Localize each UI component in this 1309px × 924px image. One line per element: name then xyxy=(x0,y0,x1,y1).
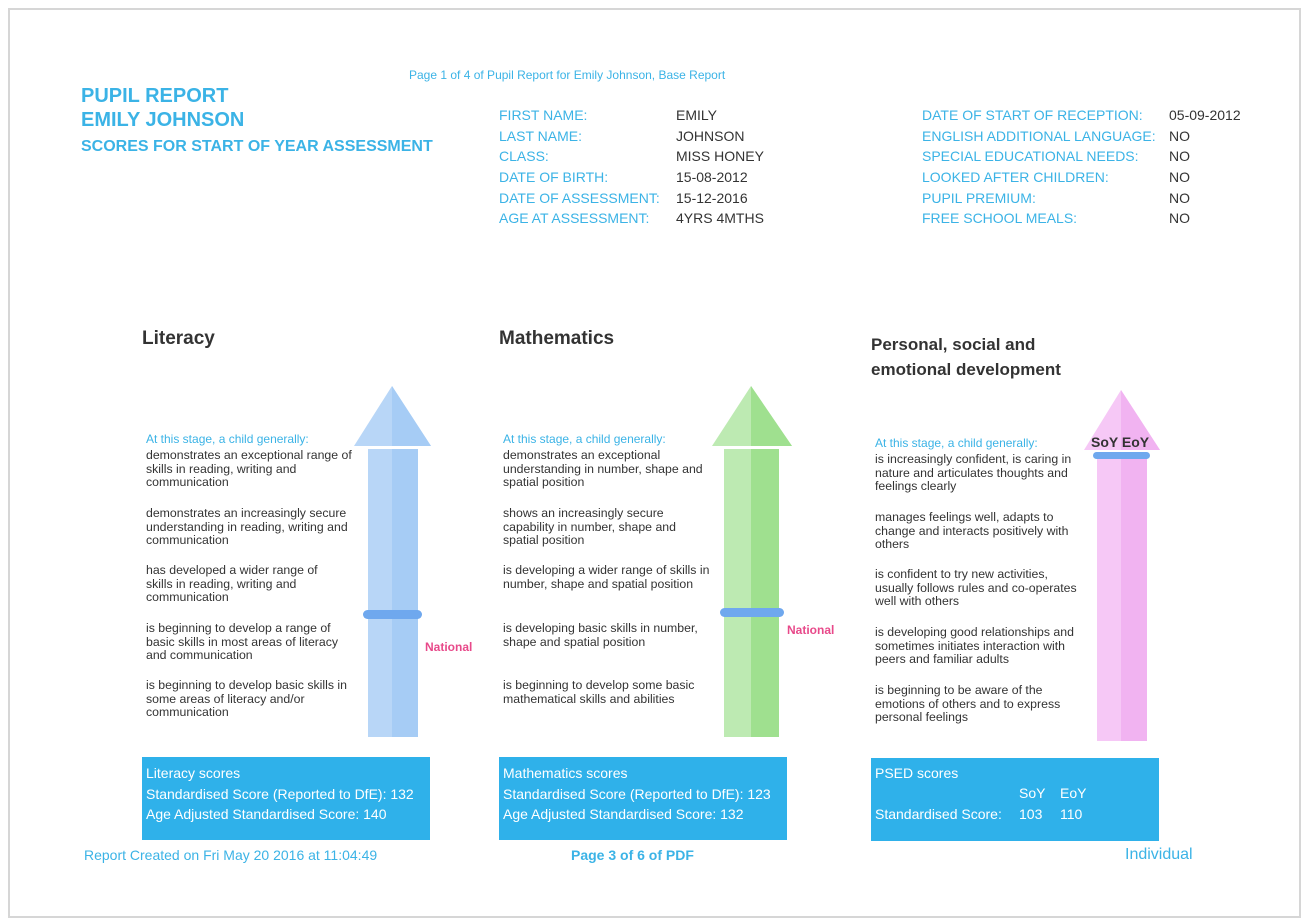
mathematics-intro: At this stage, a child generally: xyxy=(503,432,666,446)
score-marker xyxy=(1093,452,1150,459)
literacy-stage: has developed a wider range of skills in reading, writing and communication xyxy=(146,563,318,604)
psed-stage: is developing good relationships and sometimes initiates interaction with peers and familiar adults xyxy=(875,625,1074,666)
psed-stage: is beginning to be aware of the emotions of others and to express personal feelings xyxy=(875,683,1061,724)
mathematics-title: Mathematics xyxy=(499,328,615,349)
psed-soy-value: 103 xyxy=(1019,806,1043,822)
psed-soy-eoy-label: SoY EoY xyxy=(1091,434,1150,450)
context-value: 05-09-2012 xyxy=(1169,107,1241,123)
psed-scores-box xyxy=(871,758,1159,841)
info-value: 15-12-2016 xyxy=(676,190,748,206)
context-label: FREE SCHOOL MEALS: xyxy=(922,210,1078,226)
literacy-stage: is beginning to develop basic skills in some areas of literacy and/or communication xyxy=(146,678,347,719)
psed-scores-title: PSED scores xyxy=(875,765,959,781)
context-value: NO xyxy=(1169,169,1190,185)
literacy-intro: At this stage, a child generally: xyxy=(146,432,309,446)
context-label: SPECIAL EDUCATIONAL NEEDS: xyxy=(922,148,1139,164)
mathematics-national-label: National xyxy=(787,623,835,637)
context-value: NO xyxy=(1169,148,1190,164)
info-label: FIRST NAME: xyxy=(499,107,588,123)
psed-intro: At this stage, a child generally: xyxy=(875,436,1038,450)
info-label: DATE OF BIRTH: xyxy=(499,169,609,185)
context-value: NO xyxy=(1169,210,1190,226)
info-label: AGE AT ASSESSMENT: xyxy=(499,210,650,226)
mathematics-stage: is developing basic skills in number, shape and spatial position xyxy=(503,621,698,649)
psed-stage: is increasingly confident, is caring in nature and articulates thoughts and feelings clearly xyxy=(875,452,1072,493)
info-label: CLASS: xyxy=(499,148,549,164)
literacy-stage: is beginning to develop a range of basic skills in most areas of literacy and communication xyxy=(146,621,339,662)
literacy-scores-title: Literacy scores xyxy=(146,765,241,781)
context-value: NO xyxy=(1169,190,1190,206)
literacy-standardised-score: Standardised Score (Reported to DfE): 132 xyxy=(146,786,414,802)
page-note: Page 1 of 4 of Pupil Report for Emily Johnson, Base Report xyxy=(409,68,726,82)
report-title: PUPIL REPORT xyxy=(81,85,229,107)
info-label: LAST NAME: xyxy=(499,128,582,144)
psed-title: Personal, social and emotional development xyxy=(871,335,1061,379)
context-label: PUPIL PREMIUM: xyxy=(922,190,1036,206)
context-label: LOOKED AFTER CHILDREN: xyxy=(922,169,1109,185)
info-label: DATE OF ASSESSMENT: xyxy=(499,190,660,206)
literacy-title: Literacy xyxy=(142,328,215,349)
info-value: MISS HONEY xyxy=(676,148,764,164)
mathematics-stage: shows an increasingly secure capability in number, shape and spatial position xyxy=(503,506,676,547)
pdf-page-number: Page 3 of 6 of PDF xyxy=(571,847,694,863)
psed-row-label: Standardised Score: xyxy=(875,806,1002,822)
info-value: EMILY xyxy=(676,107,717,123)
report-subtitle: SCORES FOR START OF YEAR ASSESSMENT xyxy=(81,138,433,155)
context-value: NO xyxy=(1169,128,1190,144)
mathematics-scores-title: Mathematics scores xyxy=(503,765,628,781)
report-type: Individual xyxy=(1125,846,1193,863)
context-label: ENGLISH ADDITIONAL LANGUAGE: xyxy=(922,128,1156,144)
pupil-name-title: EMILY JOHNSON xyxy=(81,109,245,131)
literacy-national-label: National xyxy=(425,640,473,654)
psed-eoy-header: EoY xyxy=(1060,785,1087,801)
context-label: DATE OF START OF RECEPTION: xyxy=(922,107,1143,123)
mathematics-stage: demonstrates an exceptional understanding in number, shape and spatial position xyxy=(503,448,703,489)
report-created: Report Created on Fri May 20 2016 at 11:04:49 xyxy=(84,847,378,863)
mathematics-stage: is developing a wider range of skills in number, shape and spatial position xyxy=(503,563,710,591)
info-value: 4YRS 4MTHS xyxy=(676,210,764,226)
psed-soy-header: SoY xyxy=(1019,785,1046,801)
literacy-stage: demonstrates an exceptional range of skills in reading, writing and communication xyxy=(146,448,352,489)
psed-stage: manages feelings well, adapts to change and interacts positively with others xyxy=(875,510,1069,551)
psed-eoy-value: 110 xyxy=(1060,806,1083,822)
info-value: 15-08-2012 xyxy=(676,169,748,185)
literacy-age-adjusted-score: Age Adjusted Standardised Score: 140 xyxy=(146,806,387,822)
mathematics-age-adjusted-score: Age Adjusted Standardised Score: 132 xyxy=(503,806,744,822)
literacy-stage: demonstrates an increasingly secure understanding in reading, writing and communication xyxy=(146,506,348,547)
psed-stage: is confident to try new activities, usually follows rules and co-operates well with others xyxy=(875,567,1077,608)
info-value: JOHNSON xyxy=(676,128,745,144)
mathematics-stage: is beginning to develop some basic mathematical skills and abilities xyxy=(503,678,695,706)
mathematics-standardised-score: Standardised Score (Reported to DfE): 123 xyxy=(503,786,771,802)
